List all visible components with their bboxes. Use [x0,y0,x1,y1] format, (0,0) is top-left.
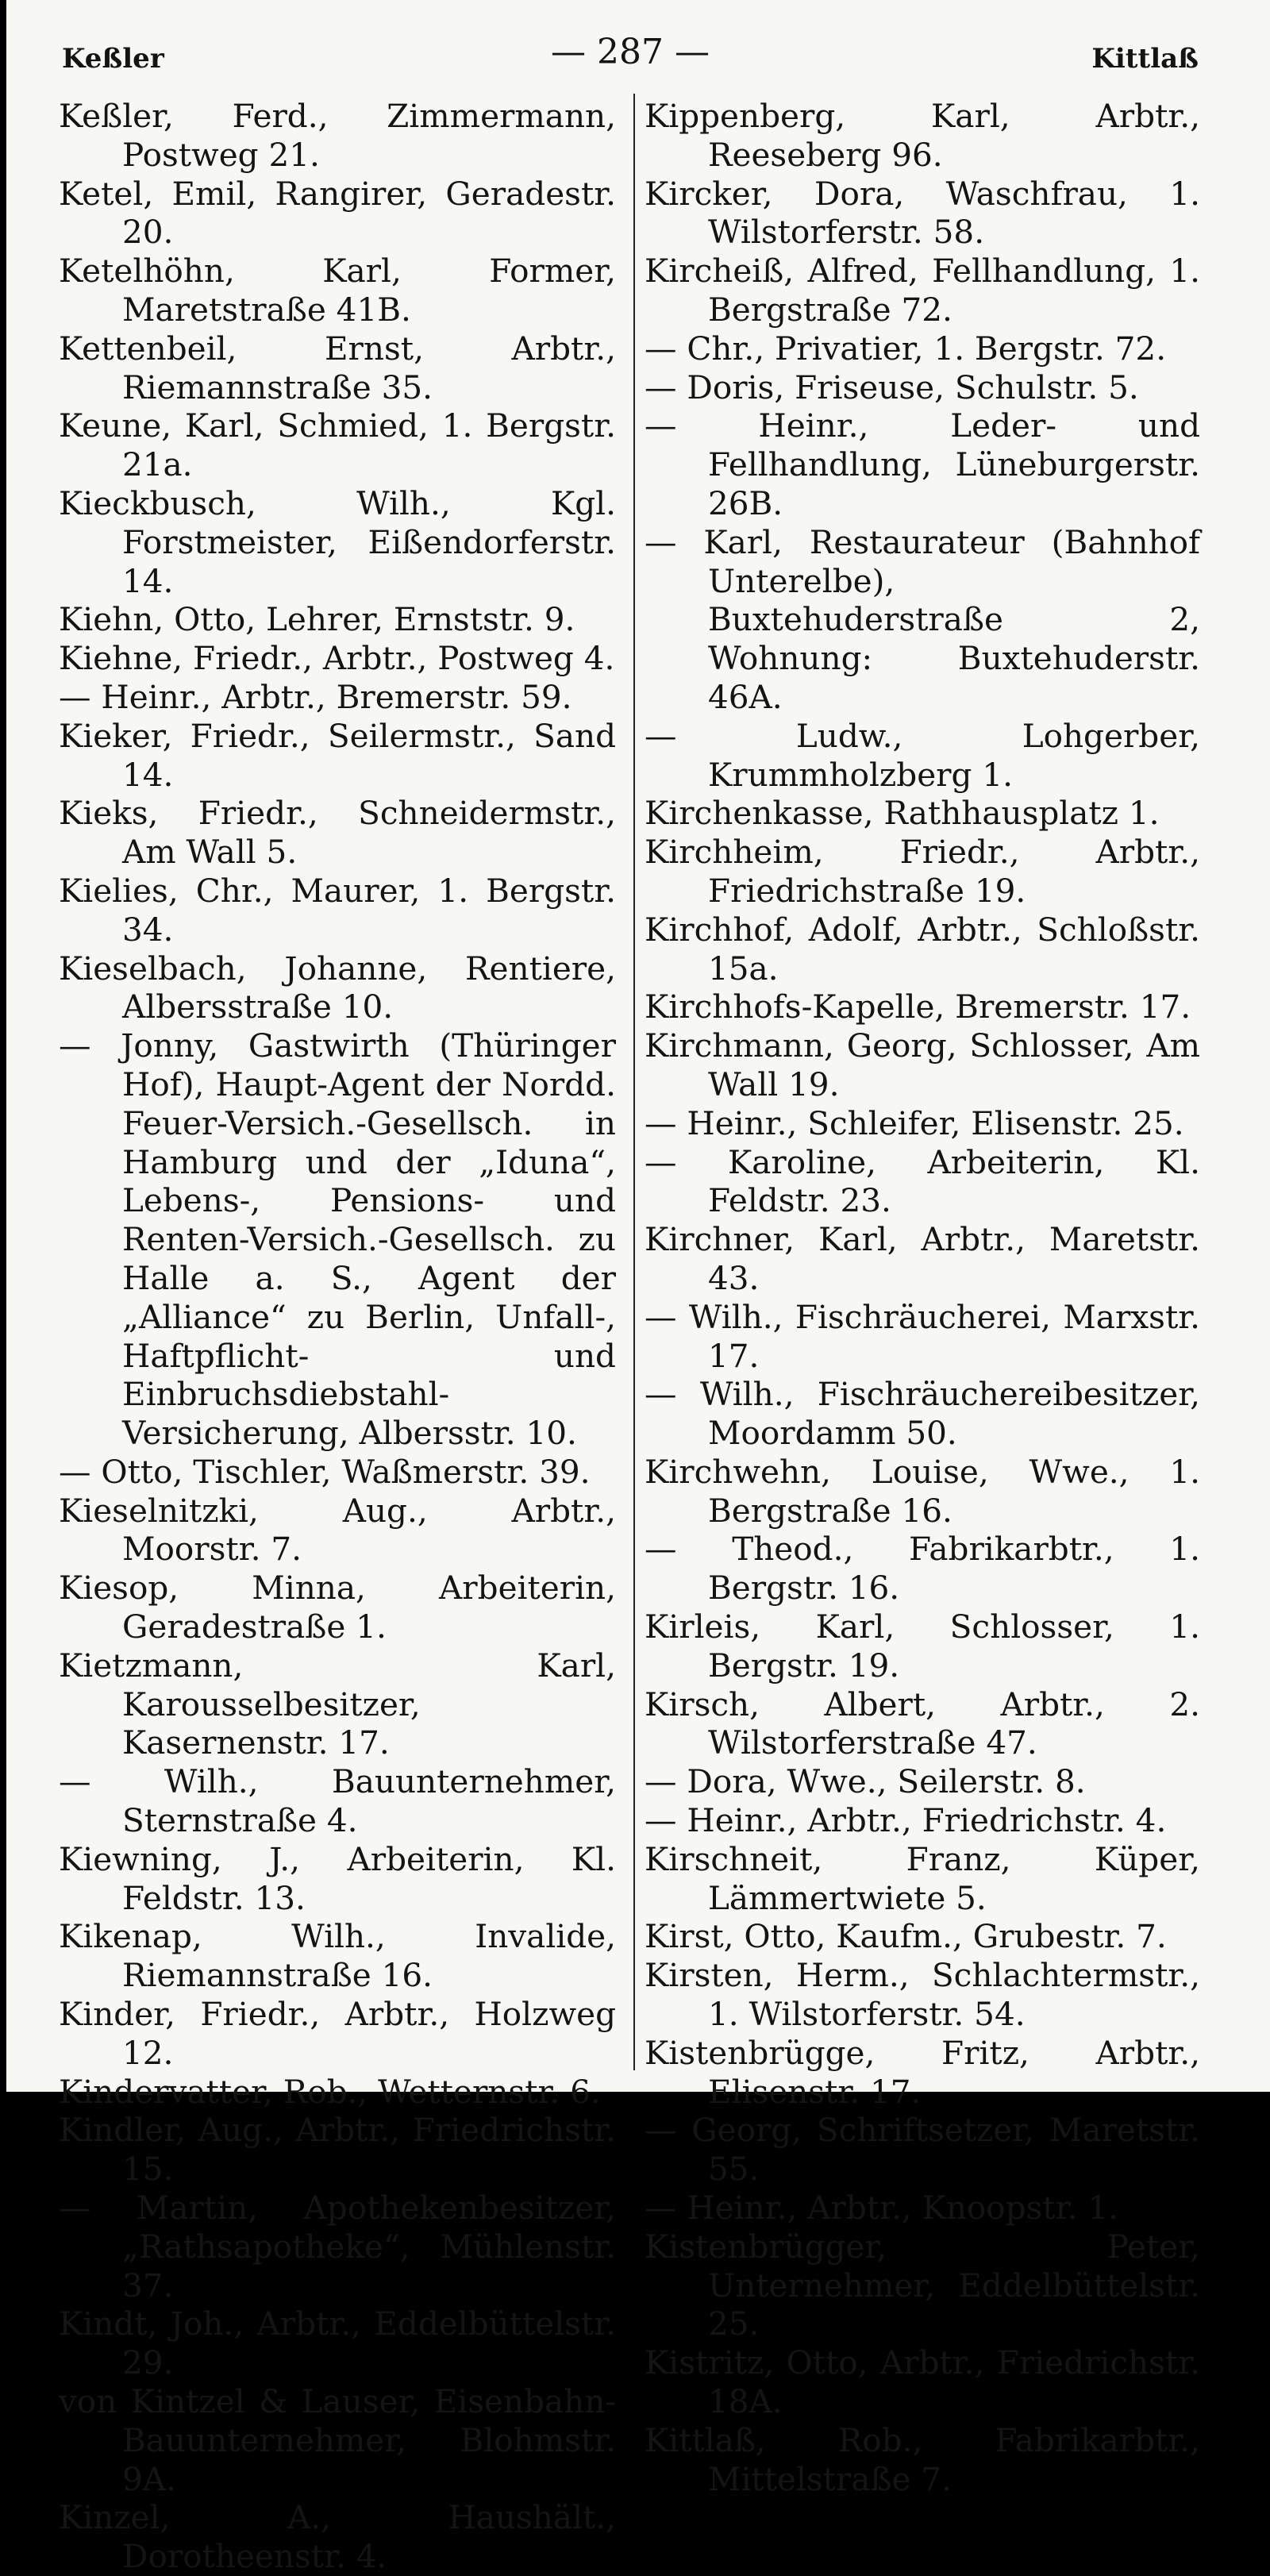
directory-entry: — Heinr., Schleifer, Elisenstr. 25. [645,1103,1184,1142]
directory-entry: Kirsch, Albert, Arbtr., 2. Wilstorferstraße 47. [645,1685,1200,1762]
directory-entry: — Jonny, Gastwirth (Thüringer Hof), Haupt-Agent der Nordd. Feuer-Versich.-Gesellsch. in Hamburg und der „Iduna“, Lebens-, Pensions- und Renten-Versich.-Gesellsch. zu Halle a. S., Agent der „Alliance“ zu Berlin, Unfall-, Haftpflicht- und Einbruchsdiebstahl-Versicherung, Albersstr. 10. [59,1026,616,1453]
directory-entry: — Ludw., Lohgerber, Krummholzberg 1. [645,716,1200,794]
directory-entry: Kiehn, Otto, Lehrer, Ernststr. 9. [59,600,575,639]
directory-entry: Ketel, Emil, Rangirer, Geradestr. 20. [59,174,616,252]
directory-entry: Kistenbrügger, Peter, Unternehmer, Eddelbüttelstr. 25. [645,2227,1200,2343]
directory-entry: Kirsten, Herm., Schlachtermstr., 1. Wilstorferstr. 54. [645,1956,1200,2034]
directory-entry: — Wilh., Bauunternehmer, Sternstraße 4. [59,1762,616,1840]
directory-entry: Kirst, Otto, Kaufm., Grubestr. 7. [645,1917,1167,1956]
directory-entry: Kinzel, A., Haushält., Dorotheenstr. 4. [59,2498,616,2576]
directory-entry: — Heinr., Arbtr., Knoopstr. 1. [645,2189,1118,2228]
directory-entry: — Heinr., Arbtr., Bremerstr. 59. [59,677,572,716]
directory-entry: Kietzmann, Karl, Karousselbesitzer, Kasernenstr. 17. [59,1646,616,1762]
directory-entry: — Otto, Tischler, Waßmerstr. 39. [59,1452,591,1491]
directory-page [6,0,1270,2576]
directory-entry: Keune, Karl, Schmied, 1. Bergstr. 21a. [59,406,616,484]
header-first-name: Keßler [62,43,164,75]
directory-entry: Kieker, Friedr., Seilermstr., Sand 14. [59,716,616,794]
directory-entry: — Heinr., Leder- und Fellhandlung, Lüneburgerstr. 26B. [645,406,1200,522]
left-column [59,97,616,2576]
directory-entry: Kindler, Aug., Arbtr., Friedrichstr. 15. [59,2111,616,2189]
column-divider [633,94,635,2070]
directory-entry: Kirleis, Karl, Schlosser, 1. Bergstr. 19. [645,1608,1200,1685]
directory-entry: Ketelhöhn, Karl, Former, Maretstraße 41B. [59,252,616,329]
directory-entry: — Chr., Privatier, 1. Bergstr. 72. [645,329,1167,368]
directory-entry: Kiehne, Friedr., Arbtr., Postweg 4. [59,639,615,678]
directory-entry: Kistritz, Otto, Arbtr., Friedrichstr. 18A. [645,2343,1200,2421]
directory-entry: Kiesop, Minna, Arbeiterin, Geradestraße 1. [59,1569,616,1646]
directory-entry: Kieks, Friedr., Schneidermstr., Am Wall 5. [59,794,616,872]
directory-entry: Kistenbrügge, Fritz, Arbtr., Elisenstr. 17. [645,2033,1200,2111]
directory-entry: Kirchhof, Adolf, Arbtr., Schloßstr. 15a. [645,910,1200,988]
directory-entry: — Heinr., Arbtr., Friedrichstr. 4. [645,1801,1167,1840]
directory-entry: Kirchenkasse, Rathhausplatz 1. [645,794,1160,833]
directory-entry: Kippenberg, Karl, Arbtr., Reeseberg 96. [645,97,1200,174]
page-number: — 287 — [551,32,710,72]
directory-entry: Kirchwehn, Louise, Wwe., 1. Bergstraße 16. [645,1452,1200,1530]
directory-entry: — Wilh., Fischräucherei, Marxstr. 17. [645,1297,1200,1375]
directory-entry: Keßler, Ferd., Zimmermann, Postweg 21. [59,97,616,174]
directory-entry: Kikenap, Wilh., Invalide, Riemannstraße 16. [59,1917,616,1995]
directory-entry: Kindt, Joh., Arbtr., Eddelbüttelstr. 29. [59,2305,616,2382]
directory-entry: — Dora, Wwe., Seilerstr. 8. [645,1762,1086,1801]
directory-entry: Kieselbach, Johanne, Rentiere, Albersstraße 10. [59,949,616,1026]
directory-entry: — Karoline, Arbeiterin, Kl. Feldstr. 23. [645,1142,1200,1220]
directory-entry: Kinder, Friedr., Arbtr., Holzweg 12. [59,1995,616,2072]
directory-entry: Kircheiß, Alfred, Fellhandlung, 1. Bergstraße 72. [645,252,1200,329]
right-column [645,97,1200,2498]
directory-entry: Kettenbeil, Ernst, Arbtr., Riemannstraße 35. [59,329,616,406]
page-header [62,32,1199,79]
directory-entry: Kirchmann, Georg, Schlosser, Am Wall 19. [645,1026,1200,1103]
directory-entry: Kirschneit, Franz, Küper, Lämmertwiete 5. [645,1839,1200,1917]
directory-entry: Kirchheim, Friedr., Arbtr., Friedrichstraße 19. [645,833,1200,910]
directory-entry: Kieckbusch, Wilh., Kgl. Forstmeister, Eißendorferstr. 14. [59,483,616,600]
directory-entry: Kiewning, J., Arbeiterin, Kl. Feldstr. 13. [59,1839,616,1917]
directory-entry: Kircker, Dora, Waschfrau, 1. Wilstorferstr. 58. [645,174,1200,252]
directory-entry: — Martin, Apothekenbesitzer, „Rathsapotheke“, Mühlenstr. 37. [59,2189,616,2305]
directory-entry: Kindervatter, Rob., Wetternstr. 6. [59,2072,601,2111]
header-last-name: Kittlaß [1091,43,1199,75]
directory-entry: Kittlaß, Rob., Fabrikarbtr., Mittelstraße 7. [645,2420,1200,2498]
directory-entry: — Theod., Fabrikarbtr., 1. Bergstr. 16. [645,1530,1200,1608]
directory-entry: — Georg, Schriftsetzer, Maretstr. 55. [645,2111,1200,2189]
directory-entry: von Kintzel & Lauser, Eisenbahn-Bauunternehmer, Blohmstr. 9A. [59,2382,616,2498]
directory-entry: — Karl, Restaurateur (Bahnhof Unterelbe), Buxtehuderstraße 2, Wohnung: Buxtehuderstr. 46A. [645,522,1200,716]
directory-entry: — Wilh., Fischräuchereibesitzer, Moordamm 50. [645,1375,1200,1453]
directory-entry: Kielies, Chr., Maurer, 1. Bergstr. 34. [59,871,616,949]
directory-entry: — Doris, Friseuse, Schulstr. 5. [645,368,1139,406]
directory-entry: Kirchner, Karl, Arbtr., Maretstr. 43. [645,1220,1200,1297]
directory-entry: Kieselnitzki, Aug., Arbtr., Moorstr. 7. [59,1491,616,1569]
directory-entry: Kirchhofs-Kapelle, Bremerstr. 17. [645,988,1191,1026]
